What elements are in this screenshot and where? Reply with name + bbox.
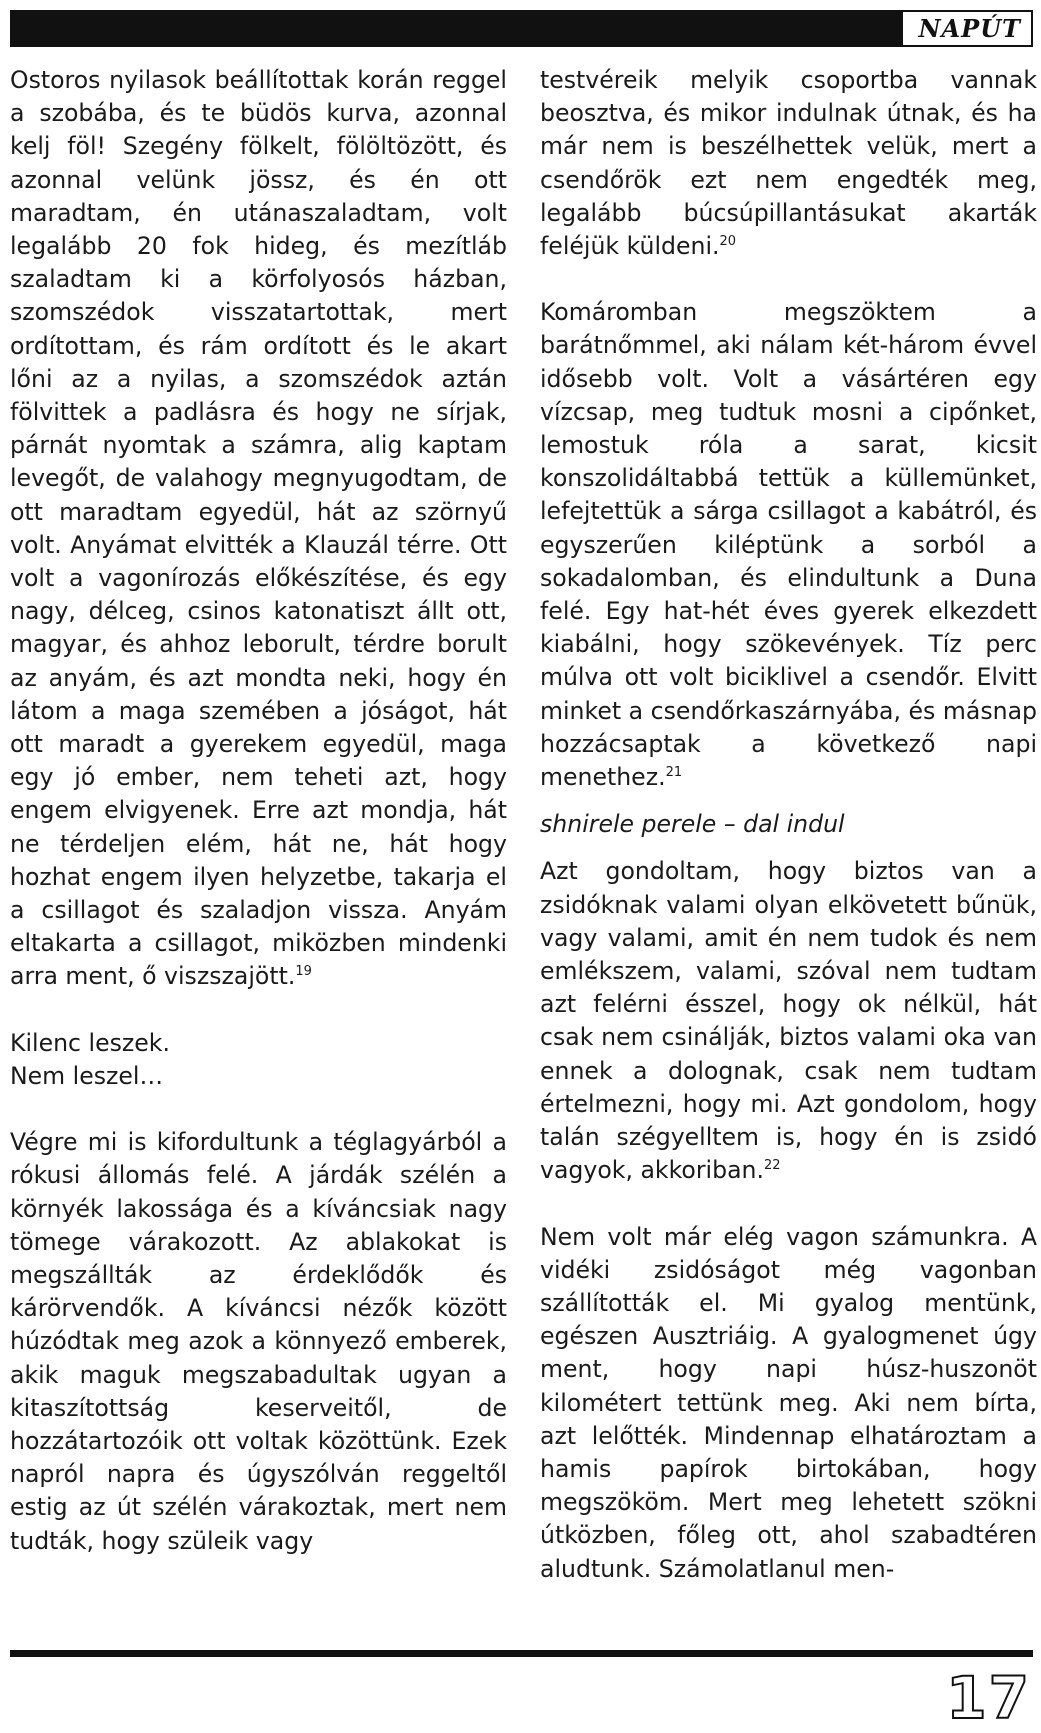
paragraph: Nem volt már elég vagon számunkra. A vidéki zsidóságot még vagonban szállították el. Mi gyalog mentünk, egészen Ausztriáig. A gyalogmenet úgy ment, hogy napi húsz-huszonöt kilométert tettünk meg. Aki nem bírta, azt lelőtték. Mindennap elhatároztam a hamis papírok birtokában, hogy megszököm. Mert meg lehetett szökni útközben, főleg ott, ahol szabadtéren aludtunk. Számolatlanul men-: [540, 1222, 1037, 1583]
footnote-ref: 20: [719, 234, 737, 250]
verse-line: Kilenc leszek.: [10, 1028, 170, 1057]
footer-rule: [10, 1650, 1033, 1657]
section-heading: shnirele perele – dal indul: [540, 810, 845, 839]
paragraph: Komáromban megszöktem a barátnőmmel, aki nálam két-három évvel idősebb volt. Volt a vásártéren egy vízcsap, meg tudtuk mosni a cipőnket, lemostuk róla a sarat, kicsit konszolidáltabbá tettük a küllemünket, lefejtettük a sárga csillagot a kabátról, és egyszerűen kiléptünk a sorból a sokadalomban, és elindultunk a Duna felé. Egy hat-hét éves gyerek elkezdett kiabálni, hogy szökevények. Tíz perc múlva ott volt biciklivel a csendőr. Elvitt minket a csendőrkaszárnyába, és másnap hozzácsaptak a következő napi menethez.$^{21}$: [540, 298, 1037, 792]
magazine-logo: NAPÚT: [901, 10, 1033, 47]
right-column: [540, 64, 1037, 1586]
footnote-ref: 22: [763, 1158, 781, 1174]
verse-line: Nem leszel…: [10, 1061, 164, 1090]
header-bar: [10, 10, 1033, 47]
paragraph: Azt gondoltam, hogy biztos van a zsidóknak valami olyan elkövetett bűnük, vagy valami, amit én nem tudok és nem emlékszem, valami, szóval nem tudtam azt felérni ésszel, hogy ok nélkül, hát csak nem csinálják, biztos valami oka van ennek a dolognak, csak nem tudtam értelmezni, hogy mi. Azt gondolom, hogy talán szégyelltem is, hogy én is zsidó vagyok, akkoriban.$^{22}$: [540, 857, 1037, 1185]
page-number: 17: [946, 1664, 1031, 1732]
left-column: [10, 64, 507, 1558]
paragraph: Ostoros nyilasok beállítottak korán reggel a szobába, és te büdös kurva, azonnal kelj föl! Szegény fölkelt, fölöltözött, és azonnal velünk jössz, és én ott maradtam, én utánaszaladtam, volt legalább 20 fok hideg, és mezítláb szaladtam ki a körfolyosós házban, szomszédok visszatartottak, mert ordítottam, és rám ordított és le akart lőni az a nyilas, a szomszédok aztán fölvittek a padlásra és hogy ne sírjak, párnát nyomtak a számra, alig kaptam levegőt, de valahogy megnyugodtam, de ott maradtam egyedül, hát az szörnyű volt. Anyámat elvitték a Klauzál térre. Ott volt a vagonírozás előkészítése, és egy nagy, délceg, csinos katonatiszt állt ott, magyar, és ahhoz leborult, térdre borult az anyám, és azt mondta neki, hogy én látom a maga szemében a jóságot, hát ott maradt a gyerekem egyedül, maga egy jó ember, nem teheti azt, hogy engem elvigyenek. Erre azt mondja, hát ne térdeljen elém, hát ne, hát hogy hozhat engem ilyen helyzetbe, takarja el a csillagot és szaladjon vissza. Anyám eltakarta a csillagot, miközben mindenki arra ment, ő viszszajött.$^{19}$: [10, 66, 507, 991]
paragraph: testvéreik melyik csoportba vannak beosztva, és mikor indulnak útnak, és ha már nem is beszélhettek velük, mert a csendőrök ezt nem engedték meg, legalább búcsúpillantásukat akarták feléjük küldeni.$^{20}$: [540, 66, 1037, 261]
paragraph: Végre mi is kifordultunk a téglagyárból a rókusi állomás felé. A járdák szélén a környék lakossága és a kíváncsiak nagy tömege várakozott. Az ablakokat is megszállták az érdeklődők és kárörvendők. A kíváncsi nézők között húzódtak meg azok a könnyező emberek, akik maguk megszabadultak ugyan a kitaszítottság keserveitől, de hozzátartozóik ott voltak közöttünk. Ezek napról napra és úgyszólván reggeltől estig az út szélén várakoztak, mert nem tudták, hogy szüleik vagy: [10, 1128, 507, 1555]
footnote-ref: 21: [665, 765, 683, 781]
footnote-ref: 19: [295, 964, 312, 980]
